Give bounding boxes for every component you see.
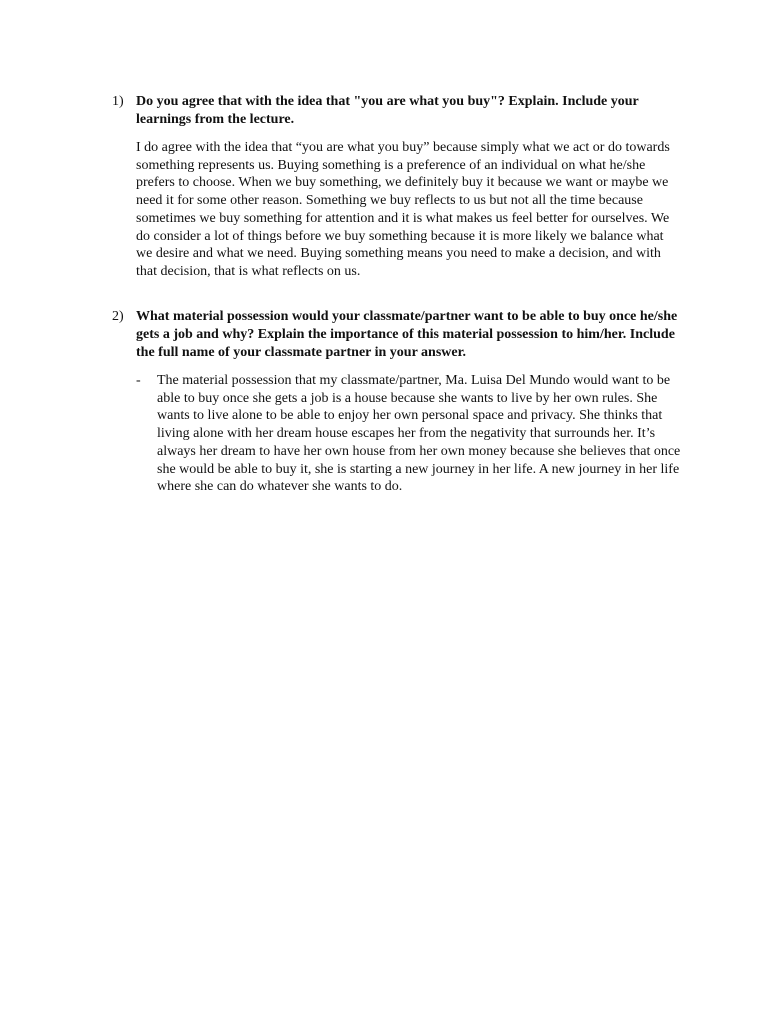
bullet-dash: - xyxy=(136,373,141,388)
question-text: Do you agree that with the idea that "you are what you buy"? Explain. Include your learnings from the lecture. xyxy=(136,94,639,127)
question-block-1 xyxy=(112,93,682,281)
question-number: 2) xyxy=(112,309,124,324)
answer-paragraph: I do agree with the idea that “you are what you buy” because simply what we act or do towards something represents us. Buying something is a preference of an individual on what he/she prefers to choose. When we buy something, we definitely buy it because we want or maybe we need it for some other reason. Something we buy reflects to us but not all the time because sometimes we buy something for attention and it is what makes us feel better for ourselves. We do consider a lot of things before we buy something because it is more likely we balance what we desire and what we need. Buying something means you need to make a decision, and with that decision, that is what reflects on us. xyxy=(136,140,670,279)
bullet-item xyxy=(136,372,682,496)
question-2 xyxy=(112,308,682,362)
answer-paragraph: The material possession that my classmate/partner, Ma. Luisa Del Mundo would want to be able to buy once she gets a job is a house because she wants to live by her own rules. She wants to live alone to be able to enjoy her own personal space and privacy. She thinks that living alone with her dream house escapes her from the negativity that surrounds her. It’s always her dream to have her own house from her own money because she believes that once she would be able to buy it, she is starting a new journey in her life. A new journey in her life where she can do whatever she wants to do. xyxy=(157,373,681,495)
question-block-2 xyxy=(112,308,682,496)
question-number: 1) xyxy=(112,94,124,109)
question-1 xyxy=(112,93,682,129)
question-text: What material possession would your classmate/partner want to be able to buy once he/she gets a job and why? Explain the importance of this material possession to him/her. Include the full name of your classmate partner in your answer. xyxy=(136,309,678,360)
